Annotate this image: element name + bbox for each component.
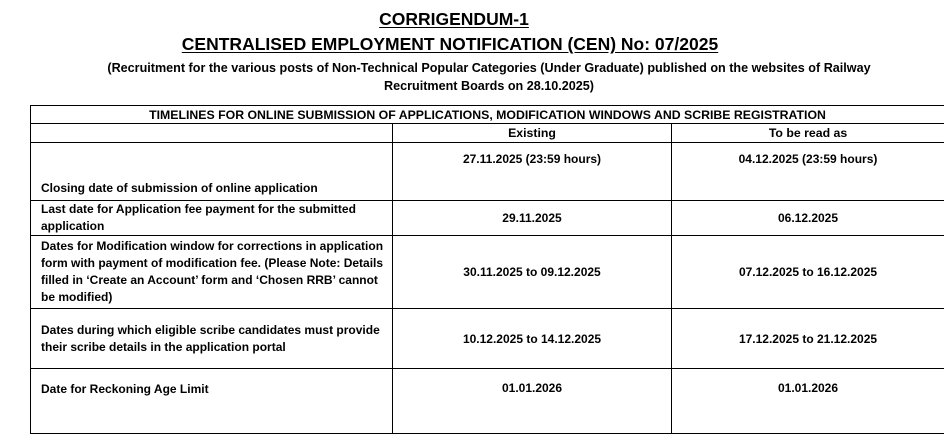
column-header-to-be-read-as: To be read as	[672, 124, 944, 143]
table-row	[31, 143, 944, 201]
table-row	[31, 236, 944, 309]
subtitle-line-1: (Recruitment for the various posts of Non-Technical Popular Categories (Under Graduate) published on the websites of Railway	[62, 59, 916, 77]
column-header-description	[31, 124, 393, 143]
row-revised-value: 04.12.2025 (23:59 hours)	[672, 143, 944, 201]
row-existing-value: 01.01.2026	[393, 369, 672, 434]
row-description: Date for Reckoning Age Limit	[31, 369, 393, 434]
row-description: Dates during which eligible scribe candidates must provide their scribe details in the application portal	[31, 309, 393, 369]
row-revised-value: 07.12.2025 to 16.12.2025	[672, 236, 944, 309]
table-heading: TIMELINES FOR ONLINE SUBMISSION OF APPLICATIONS, MODIFICATION WINDOWS AND SCRIBE REGISTRATION	[31, 106, 944, 124]
notification-subtitle	[62, 59, 916, 95]
row-existing-value: 30.11.2025 to 09.12.2025	[393, 236, 672, 309]
document-title: CORRIGENDUM-1	[0, 9, 908, 30]
table-heading-row	[31, 106, 944, 124]
row-revised-value: 01.01.2026	[672, 369, 944, 434]
row-description: Dates for Modification window for corrections in application form with payment of modification fee. (Please Note: Details filled in ‘Create an Account’ form and ‘Chosen RRB’ cannot be modified)	[31, 236, 393, 309]
row-existing-value: 27.11.2025 (23:59 hours)	[393, 143, 672, 201]
row-description: Last date for Application fee payment for the submitted application	[31, 201, 393, 236]
row-revised-value: 17.12.2025 to 21.12.2025	[672, 309, 944, 369]
row-revised-value: 06.12.2025	[672, 201, 944, 236]
row-existing-value: 10.12.2025 to 14.12.2025	[393, 309, 672, 369]
table-row	[31, 309, 944, 369]
table-row	[31, 369, 944, 434]
row-description: Closing date of submission of online application	[31, 143, 393, 201]
column-header-row	[31, 124, 944, 143]
timelines-table	[30, 105, 944, 434]
row-existing-value: 29.11.2025	[393, 201, 672, 236]
table-row	[31, 201, 944, 236]
subtitle-line-2: Recruitment Boards on 28.10.2025)	[62, 77, 916, 95]
column-header-existing: Existing	[393, 124, 672, 143]
notification-number: CENTRALISED EMPLOYMENT NOTIFICATION (CEN) No: 07/2025	[0, 34, 900, 55]
